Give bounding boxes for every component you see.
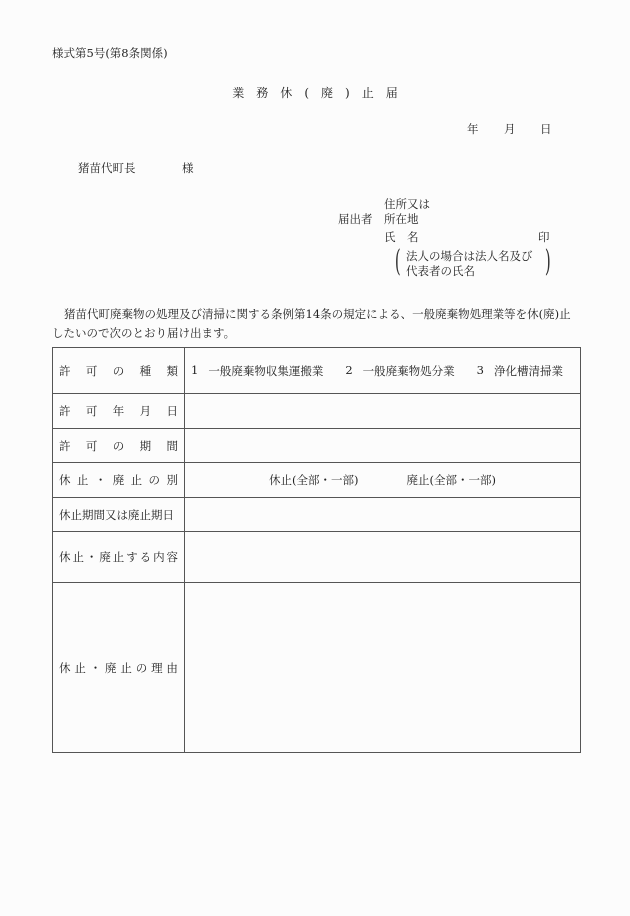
label-char: 間 [166,438,178,453]
label-char: 月 [139,404,152,418]
label-char: 可 [85,363,98,378]
date-day[interactable]: 日 [540,122,552,136]
label-char: ・ [94,473,107,487]
label-char: 廃 [112,473,125,487]
seal-mark: 印 [538,230,550,244]
label-char: の [135,660,148,675]
option-num: 1 [191,362,199,377]
body-text: 猪苗代町廃棄物の処理及び清掃に関する条例第14条の規定による、一般廃棄物処理業等を休(廃)止したいので次のとおり届け出ます。 [52,307,571,340]
date-month[interactable]: 月 [504,122,516,136]
option-num: 2 [345,362,353,377]
label-char: 許 [59,363,71,378]
table-row-suspension-type [53,463,581,498]
option-suspension[interactable]: 休止(全部・一部) [269,473,359,487]
title-char: 休 [280,86,293,100]
row-label [53,463,185,498]
label-char: 可 [85,438,98,453]
permit-date-field[interactable] [185,394,581,429]
title-char: 止 [361,86,374,100]
title-char: 業 [232,86,245,100]
table-row-suspension-period [53,498,581,532]
honorific: 様 [182,161,194,175]
label-char: 由 [166,660,178,675]
applicant-label: 届出者 [338,212,373,226]
label-char: 類 [166,363,178,378]
corporate-note-line1: 法人の場合は法人名及び [406,249,533,263]
label-char: 止 [76,473,89,487]
label-char: 可 [85,404,98,418]
label-char: 止 [112,550,125,564]
permit-type-options [185,348,581,394]
label-char: ・ [89,660,102,675]
document-title [0,84,630,101]
date-year[interactable]: 年 [467,122,479,136]
table-row-permit-date [53,394,581,429]
row-label [53,429,185,463]
label-char: 休 [59,473,71,487]
notification-table [52,347,581,753]
label-char: 内 [153,550,165,564]
label-char: る [139,550,152,564]
option-disposal[interactable]: 一般廃棄物処分業 [362,363,455,378]
label-char: 廃 [105,660,117,675]
option-septic-cleaning[interactable]: 浄化槽清掃業 [493,363,563,378]
row-label [53,583,185,753]
title-char: ) [345,86,350,100]
title-char: 届 [385,86,398,100]
table-row-permit-type [53,348,581,394]
row-label [53,532,185,583]
label-char: 容 [166,550,178,564]
label-char: 止 [74,660,86,675]
corporate-note [394,244,552,281]
table-row-suspension-content [53,532,581,583]
address-label-line2: 所在地 [384,212,419,226]
suspension-content-field[interactable] [185,532,581,583]
table-row-permit-period [53,429,581,463]
permit-period-field[interactable] [185,429,581,463]
label-char: 休 [59,550,71,564]
label-char: 許 [59,404,71,418]
form-id: 様式第5号(第8条関係) [52,46,168,60]
label-char: 別 [166,473,178,487]
option-abolition[interactable]: 廃止(全部・一部) [406,473,496,487]
label-char: 止 [130,473,143,487]
label-char: の [112,363,125,378]
label-char: の [112,438,125,453]
close-paren-icon: ) [545,244,552,279]
label-char: 休 [59,660,71,675]
label-char: 止 [72,550,84,564]
label-char: 止 [120,660,132,675]
row-label [53,348,185,394]
label-char: の [148,473,161,487]
label-char: 種 [139,363,152,378]
label-char: 廃 [99,550,111,564]
table-row-suspension-reason [53,583,581,753]
row-label [53,394,185,429]
label-char: 期 [139,438,152,453]
option-num: 3 [476,362,484,377]
title-char: ( [304,86,309,100]
open-paren-icon: ( [394,244,401,279]
label-char: 許 [59,438,71,453]
address-label-line1: 住所又は [384,197,430,211]
suspension-reason-field[interactable] [185,583,581,753]
label-char: 理 [151,660,163,675]
corporate-note-line2: 代表者の氏名 [406,264,475,278]
suspension-options [185,463,581,498]
label-char: 日 [166,404,178,418]
label-char: す [126,550,138,564]
row-label: 休止期間又は廃止期日 [53,498,185,532]
title-char: 廃 [321,86,334,100]
label-char: ・ [85,550,98,564]
name-label: 氏 名 [384,230,419,244]
addressee: 猪苗代町長 [78,161,136,175]
title-char: 務 [256,86,269,100]
option-collection-transport[interactable]: 一般廃棄物収集運搬業 [208,363,324,378]
suspension-period-field[interactable] [185,498,581,532]
label-char: 年 [112,404,125,418]
